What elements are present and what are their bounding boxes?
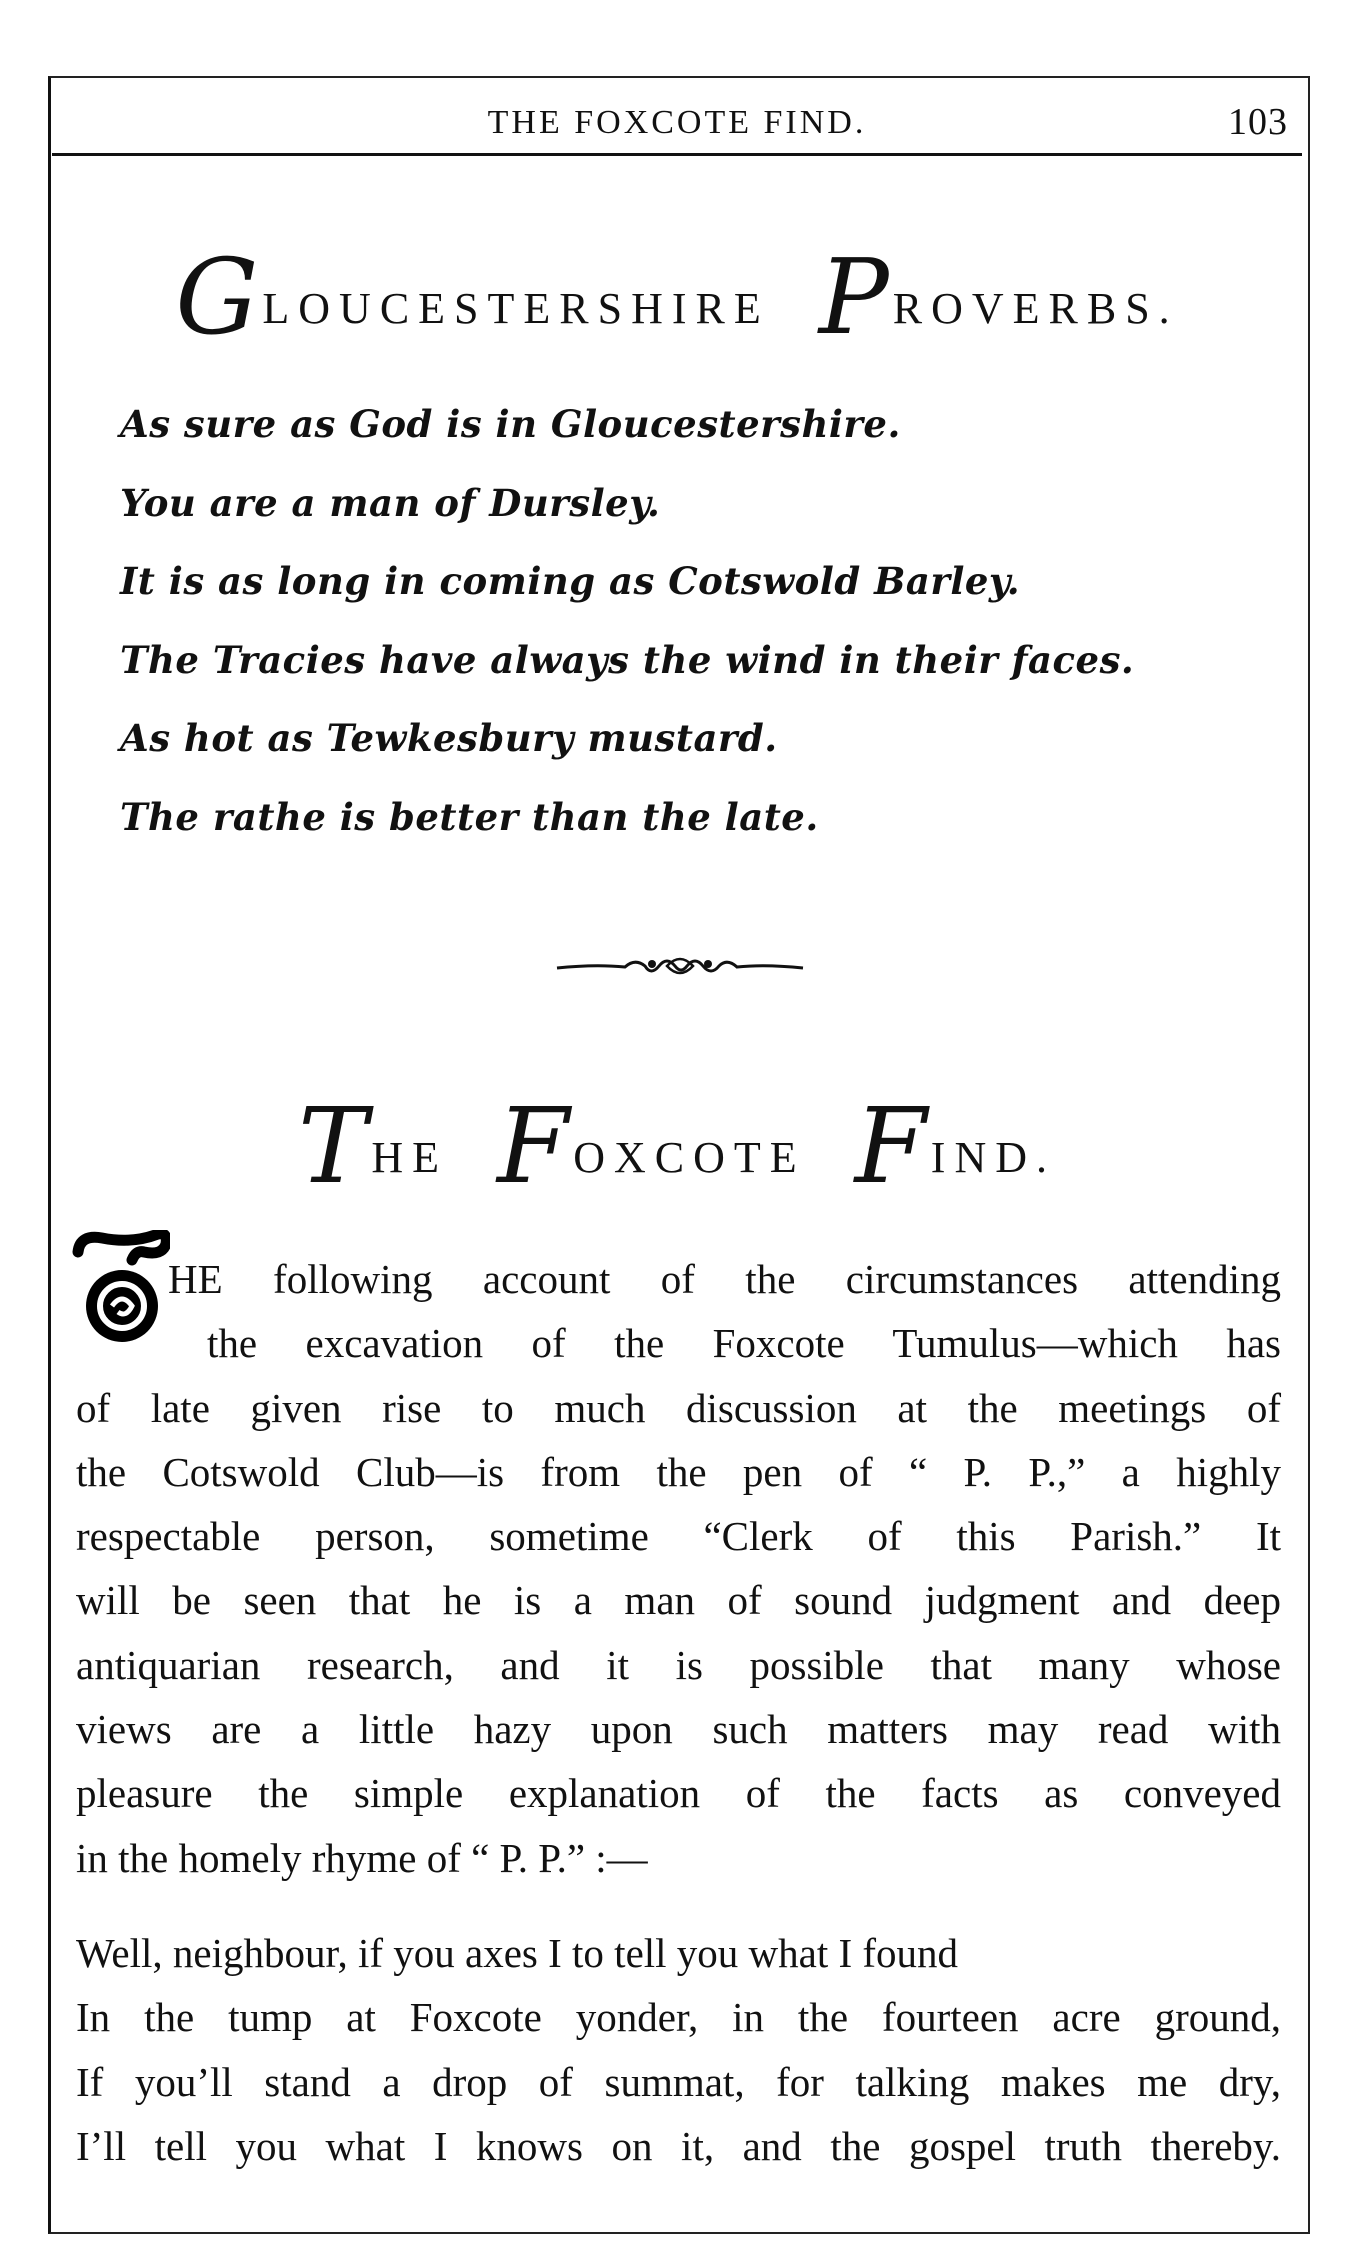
- verse-line: Well, neighbour, if you axes I to tell you what I found: [76, 1930, 959, 1976]
- proverb-line: It is as long in coming as Cotswold Barley.: [120, 559, 1021, 604]
- proverb-line: As sure as God is in Gloucestershire.: [120, 402, 901, 446]
- proverb-line: You are a man of Dursley.: [120, 480, 661, 525]
- heading-word: [819, 236, 1179, 358]
- paragraph-line: the Cotswold Club—is from the pen of “ P. P.,” a highly: [76, 1448, 1281, 1495]
- section-divider-ornament: [555, 950, 805, 986]
- paragraph-line: of late given rise to much discussion at the meetings of: [76, 1384, 1281, 1431]
- verse-line: In the tump at Foxcote yonder, in the fourteen acre ground,: [76, 1994, 1281, 2041]
- paragraph-line: in the homely rhyme of “ P. P.” :—: [76, 1834, 648, 1881]
- heading-word: [175, 236, 769, 358]
- heading-word-rest: HE: [371, 1133, 449, 1182]
- heading-word-rest: IND.: [930, 1133, 1056, 1182]
- heading-initial: P: [818, 236, 889, 358]
- running-head: [52, 96, 1302, 156]
- paragraph-line: pleasure the simple explanation of the facts as conveyed: [76, 1770, 1281, 1817]
- paragraph-line: views are a little hazy upon such matters may read with: [76, 1706, 1281, 1753]
- paragraph-line: HE following account of the circumstances attending: [168, 1256, 1281, 1302]
- heading-initial: G: [175, 236, 259, 358]
- heading-word: [497, 1085, 806, 1207]
- heading-word-rest: ROVERBS.: [892, 284, 1179, 333]
- page-number: 103: [1228, 101, 1288, 143]
- intro-paragraph: [76, 1247, 1281, 1890]
- drop-cap-letter: T: [121, 1348, 123, 1349]
- proverb-list: [120, 385, 1134, 857]
- verse-line: I’ll tell you what I knows on it, and the gospel truth thereby.: [76, 2122, 1281, 2169]
- running-title: THE FOXCOTE FIND.: [487, 104, 867, 141]
- heading-initial: T: [297, 1085, 368, 1207]
- heading-initial: F: [497, 1085, 570, 1207]
- paragraph-line: antiquarian research, and it is possible that many whose: [76, 1641, 1281, 1688]
- verse-line: If you’ll stand a drop of summat, for talking makes me dry,: [76, 2058, 1281, 2105]
- heading-initial: F: [854, 1085, 927, 1207]
- heading-word: [298, 1085, 448, 1207]
- paragraph-line: respectable person, sometime “Clerk of this Parish.” It: [76, 1513, 1281, 1560]
- proverb-line: As hot as Tewkesbury mustard.: [120, 716, 778, 761]
- heading-word-rest: LOUCESTERSHIRE: [262, 284, 770, 333]
- proverbs-heading: [52, 236, 1302, 358]
- verse-stanza: [76, 1921, 1281, 2178]
- foxcote-find-heading: [52, 1085, 1302, 1207]
- heading-word: [855, 1085, 1056, 1207]
- paragraph-line: the excavation of the Foxcote Tumulus—which has: [207, 1320, 1281, 1367]
- paragraph-line: will be seen that he is a man of sound judgment and deep: [76, 1577, 1281, 1624]
- heading-word-rest: OXCOTE: [573, 1133, 806, 1182]
- proverb-line: The Tracies have always the wind in their faces.: [120, 637, 1135, 682]
- proverb-line: The rathe is better than the late.: [120, 794, 819, 839]
